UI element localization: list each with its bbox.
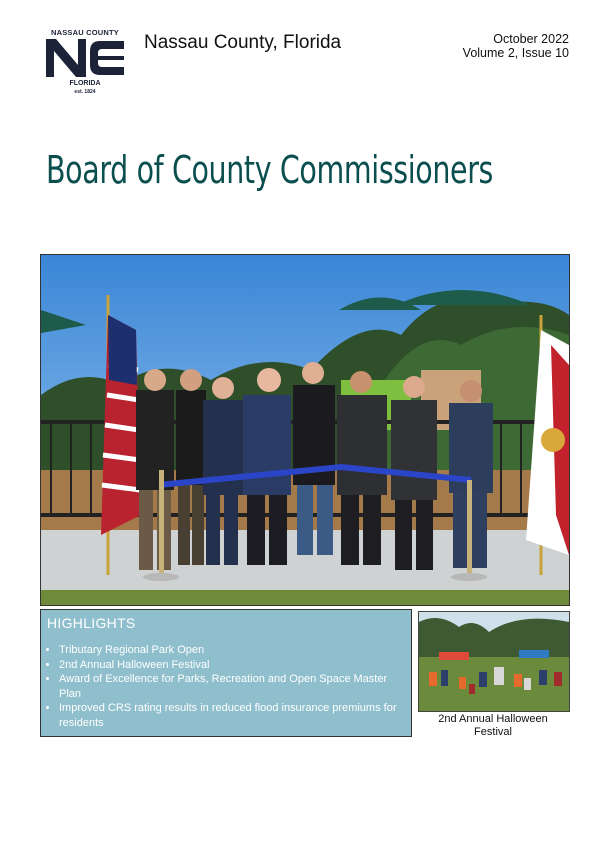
- ribbon-cutting-photo: [40, 254, 570, 606]
- highlights-box: [40, 609, 412, 737]
- logo-est-text: est. 1824: [74, 89, 96, 95]
- highlights-list: [47, 643, 399, 730]
- halloween-photo-caption: 2nd Annual Halloween Festival: [438, 713, 548, 738]
- highlights-heading: HIGHLIGHTS: [47, 615, 136, 631]
- board-title: Board of County Commissioners: [46, 148, 494, 192]
- highlight-item: • 2nd Annual Halloween Festival: [59, 658, 399, 673]
- county-logo: [44, 28, 126, 98]
- highlight-item: • Tributary Regional Park Open: [59, 643, 399, 658]
- county-title: Nassau County, Florida: [144, 32, 342, 53]
- issue-info: [463, 32, 569, 60]
- highlight-item: • Improved CRS rating results in reduced flood insurance premiums for residents: [59, 701, 399, 730]
- issue-date: October 2022: [493, 32, 569, 46]
- highlight-item: • Award of Excellence for Parks, Recreation and Open Space Master Plan: [59, 672, 399, 701]
- halloween-festival-photo: [418, 611, 570, 712]
- issue-volume: Volume 2, Issue 10: [462, 46, 569, 60]
- logo-county-text: NASSAU COUNTY: [50, 28, 120, 37]
- nc-logo-icon: [44, 37, 126, 79]
- logo-state-text: FLORIDA: [69, 80, 101, 87]
